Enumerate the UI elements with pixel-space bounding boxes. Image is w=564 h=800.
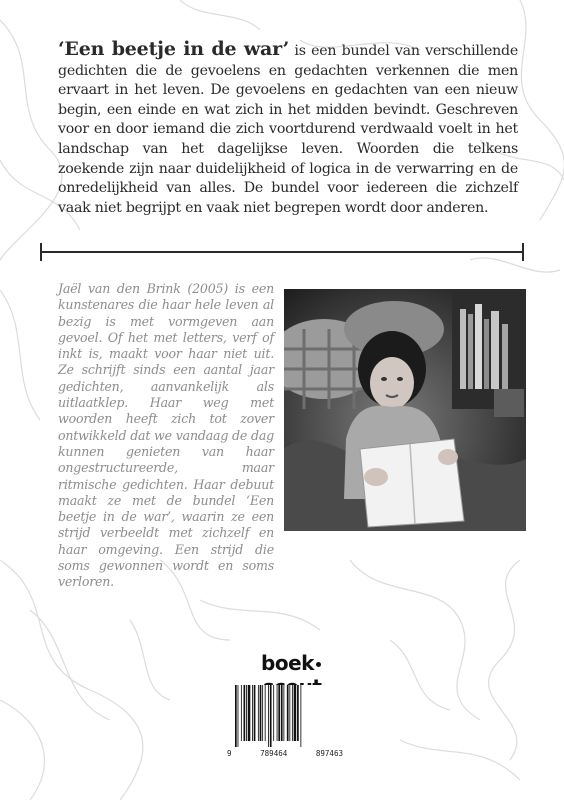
barcode-bar — [297, 685, 299, 741]
barcode-bar — [258, 685, 259, 741]
author-photo — [284, 289, 526, 531]
divider-cap-right — [522, 243, 524, 261]
barcode-bar — [278, 685, 280, 741]
barcode-bar — [246, 685, 247, 741]
barcode-bar — [273, 685, 274, 741]
barcode-digits — [227, 749, 343, 758]
publisher-logo-dot — [316, 662, 321, 667]
barcode-bar — [262, 685, 263, 741]
barcode-bar — [270, 685, 272, 747]
author-bio: Jaël van den Brink (2005) is een kunstenares die haar hele leven al bezig is met vormgeven aan gevoel. Of het met letters, verf of inkt is, maakt voor haar niet uit. Ze schrijft sinds een aantal jaar gedichten, aanvankelijk als uitlaatklep. Haar weg met woorden heeft zich tot zover ontwikkeld dat we vandaag de dag kunnen genieten van haar ongestructureerde, maar ritmische gedichten. Haar debuut maakt ze met de bundel ‘Een beetje in de war’, waarin ze een strijd verbeeldt met zichzelf en haar omgeving. Een strijd die soms gewonnen wordt en soms verloren. — [58, 281, 274, 590]
divider-cap-left — [40, 243, 42, 261]
barcode-bar — [268, 685, 269, 747]
barcode-bar — [252, 685, 253, 741]
author-photo-illustration — [284, 289, 526, 531]
barcode-bar — [260, 685, 262, 741]
barcode-bar — [244, 685, 246, 741]
divider-line — [40, 251, 524, 253]
barcode-bar — [281, 685, 283, 741]
barcode-bar — [265, 685, 266, 741]
barcode-group1: 789464 — [260, 749, 288, 758]
barcode-bar — [235, 685, 237, 747]
publisher-logo-part1: boek — [261, 651, 314, 675]
barcode-bar — [300, 685, 301, 747]
barcode-bar — [287, 685, 289, 741]
barcode-bar — [283, 685, 284, 741]
intro-text: is een bundel van verschillende gedichten die de gevoelens en gedachten verkennen die men ervaart in het leven. De gevoelens en gedachten van een nieuw begin, een einde en wat zich in het midden bevindt. Geschreven voor en door iemand die zich voortdurend verdwaald voelt in het landschap van het dagelijkse leven. Woorden die telkens zoekende zijn naar duidelijkheid of logica in de verwarring en de onredelijkheid van alles. De bundel voor iedereen die zichzelf vaak niet begrijpt en vaak niet begrepen wordt door anderen. — [58, 43, 518, 216]
barcode-bars — [235, 685, 335, 747]
isbn-barcode — [227, 685, 343, 767]
barcode-group2: 897463 — [315, 749, 343, 758]
barcode-digit-first: 9 — [227, 749, 232, 758]
divider — [40, 243, 524, 261]
barcode-bar — [294, 685, 297, 741]
barcode-bar — [277, 685, 278, 741]
barcode-bar — [248, 685, 251, 741]
barcode-bar — [241, 685, 242, 741]
intro-paragraph — [58, 40, 518, 218]
barcode-bar — [238, 685, 239, 747]
barcode-bar — [289, 685, 290, 741]
book-title: ‘Een beetje in de war’ — [58, 38, 290, 60]
barcode-bar — [254, 685, 256, 741]
barcode-bar — [292, 685, 293, 741]
